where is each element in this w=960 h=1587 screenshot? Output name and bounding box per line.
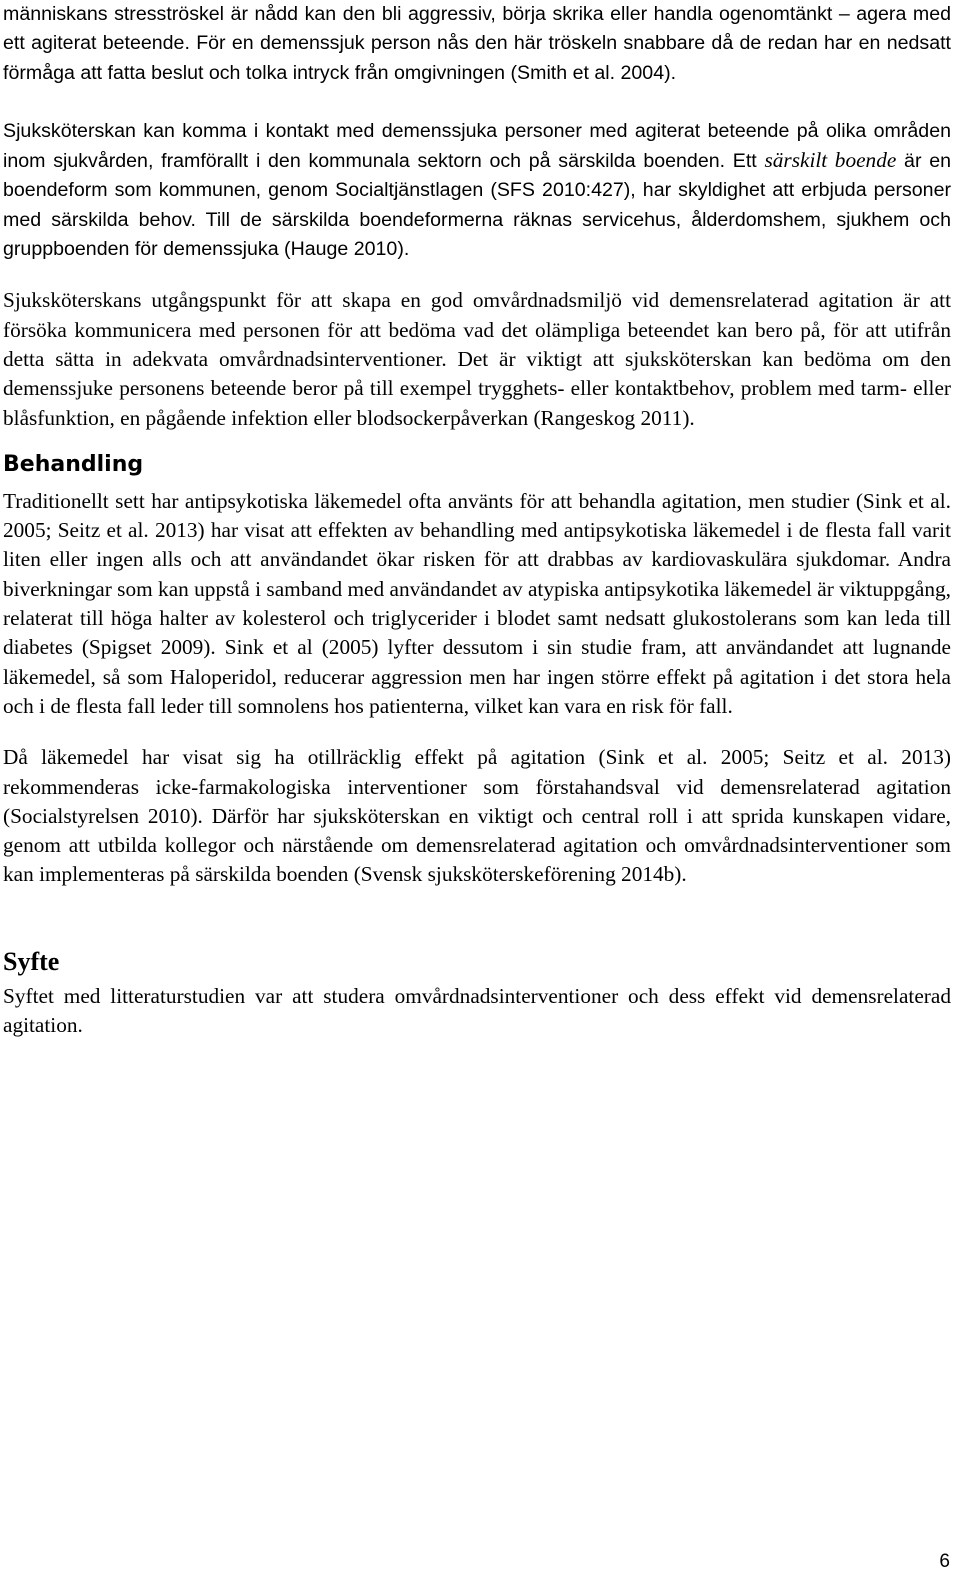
heading-behandling: Behandling [3,451,144,477]
heading-syfte: Syfte [3,946,60,976]
paragraph-special-housing-after: är en boendeform som kommunen, genom Socialtjänstlagen (SFS 2010:427), har skyldighet att erbjuda personer med särskilda behov. Till de särskilda boendeformerna räknas servicehus, ålderdomshem, sjukhem och gruppboenden för demenssjuka (Hauge 2010). [3,150,951,261]
paragraph-behandling-1: Traditionellt sett har antipsykotiska läkemedel ofta använts för att behandla agitation, men studier (Sink et al. 2005; Seitz et al. 2013) har visat att effekten av behandling med antipsykotiska läkemedel i de flesta fall varit liten eller ingen alls och att användandet ökar risken för att drabbas av kardiovaskulära sjukdomar. Andra biverkningar som kan uppstå i samband med användandet av atypiska antipsykotika läkemedel är viktuppgång, relaterat till höga halter av kolesterol och triglycerider i blodet samt nedsatt glukostolerans som kan leda till diabetes (Spigset 2009). Sink et al (2005) lyfter dessutom i sin studie fram, att användandet att lugnande läkemedel, så som Haloperidol, reducerar aggression men har ingen större effekt på agitation i det stora hela och i de flesta fall leder till somnolens hos patienterna, vilket kan vara en risk för fall. [3,488,951,718]
paragraph-syfte: Syftet med litteraturstudien var att studera omvårdnadsinterventioner och dess effekt vid demensrelaterad agitation. [3,983,951,1038]
paragraph-stress-threshold: människans stresströskel är nådd kan den bli aggressiv, börja skrika eller handla ogenomtänkt – agera med ett agiterat beteende. För en demenssjuk person nås den här tröskeln snabbare då de redan har en nedsatt förmåga att fatta beslut och tolka intryck från omgivningen (Smith et al. 2004). [3,3,951,84]
document-page [3,0,951,1040]
paragraph-special-housing [3,117,951,264]
paragraph-special-housing-before: Sjuksköterskan kan komma i kontakt med demenssjuka personer med agiterat beteende på olika områden inom sjukvården, framförallt i den kommunala sektorn och på särskilda boenden. Ett [3,119,951,173]
paragraph-behandling-2: Då läkemedel har visat sig ha otillräcklig effekt på agitation (Sink et al. 2005; Seitz et al. 2013) rekommenderas icke-farmakologiska interventioner som förstahandsval vid demensrelaterad agitation (Socialstyrelsen 2010). Därför har sjuksköterskan en viktigt och central roll i att sprida kunskapen vidare, genom att utbilda kollegor och närstående om demensrelaterad agitation och omvårdnadsinterventioner som kan implementeras på särskilda boenden (Svensk sjuksköterskeförening 2014b). [3,745,951,887]
term-sarskilt-boende: särskilt boende [764,148,897,173]
paragraph-nurse-starting-point: Sjuksköterskans utgångspunkt för att skapa en god omvårdnadsmiljö vid demensrelaterad agitation är att försöka kommunicera med personen för att bedöma vad det olämpliga beteendet kan bero på, för att utifrån detta sätta in adekvata omvårdnadsinterventioner. Det är viktigt att sjuksköterskan kan bedöma om den demenssjuke personens beteende beror på till exempel trygghets- eller kontaktbehov, problem med tarm- eller blåsfunktion, en pågående infektion eller blodsockerpåverkan (Rangeskog 2011). [3,288,951,430]
page-number: 6 [939,1551,950,1572]
